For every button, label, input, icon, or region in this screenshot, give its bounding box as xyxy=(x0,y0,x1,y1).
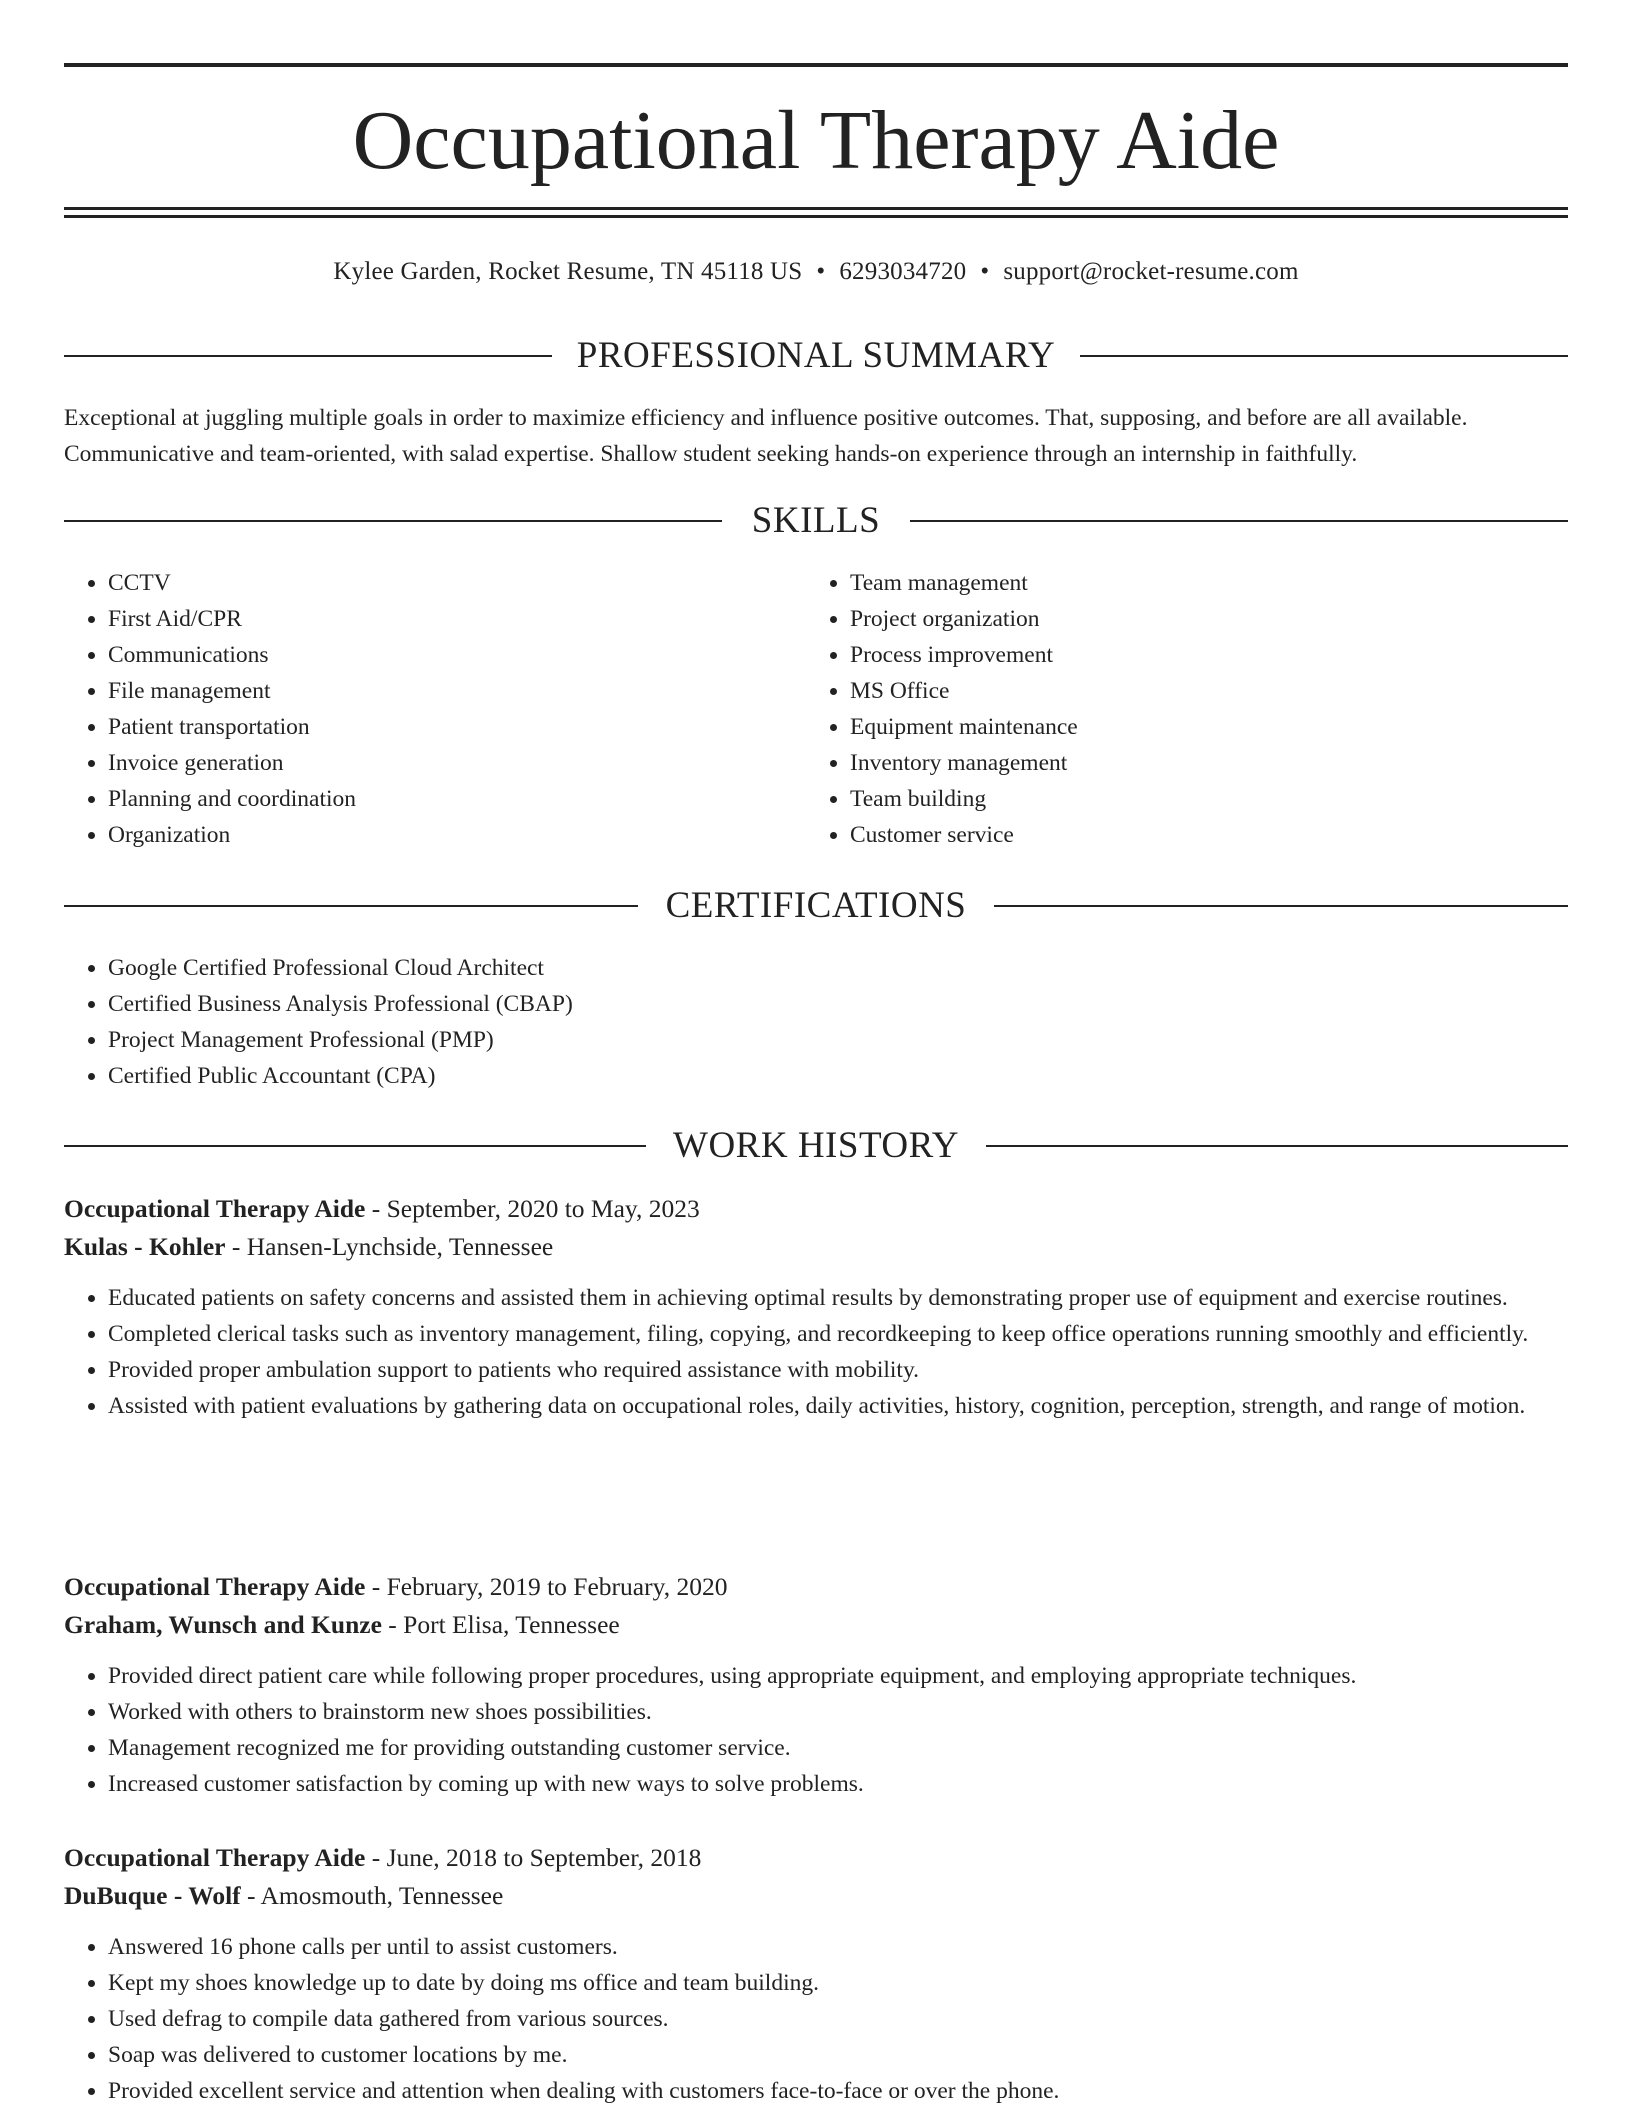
job-company: Kulas - Kohler xyxy=(64,1232,226,1261)
job-location: - Port Elisa, Tennessee xyxy=(381,1610,620,1639)
contact-phone: 6293034720 xyxy=(839,258,967,285)
job-title: Occupational Therapy Aide xyxy=(64,1572,366,1601)
job-company-line xyxy=(64,1228,1584,1266)
skills-list-right xyxy=(806,565,1550,853)
job-bullet: • Kept my shoes knowledge up to date by doing ms office and team building. xyxy=(108,1965,1584,2001)
job-bullet: • Answered 16 phone calls per until to assist customers. xyxy=(108,1929,1584,1965)
resume-title: Occupational Therapy Aide xyxy=(352,94,1280,187)
job-dates: - February, 2019 to February, 2020 xyxy=(365,1572,728,1601)
job-title: Occupational Therapy Aide xyxy=(64,1194,366,1223)
skill-item: • Communications xyxy=(108,637,808,673)
header-rule-lower xyxy=(64,215,1568,218)
contact-line xyxy=(64,252,1568,292)
skill-item: • Patient transportation xyxy=(108,709,808,745)
job-title-line xyxy=(64,1568,1584,1606)
job-bullet: • Increased customer satisfaction by coming up with new ways to solve problems. xyxy=(108,1766,1584,1802)
summary-text: Exceptional at juggling multiple goals in order to maximize efficiency and influence positive outcomes. That, supposing, and before are all available. Communicative and team-oriented, with salad expertise. Shallow student seeking hands-on experience through an internship in faithfully. xyxy=(64,405,1468,467)
job-bullets xyxy=(64,1658,1584,1802)
certification-item: • Certified Business Analysis Professional (CBAP) xyxy=(108,986,1508,1022)
certification-item: • Google Certified Professional Cloud Architect xyxy=(108,950,1508,986)
skill-item: • CCTV xyxy=(108,565,808,601)
certifications-list xyxy=(64,950,1508,1094)
section-title-skills: SKILLS xyxy=(751,500,881,541)
job-title-line xyxy=(64,1190,1584,1228)
section-header-certifications xyxy=(64,883,1568,929)
certification-item: • Certified Public Accountant (CPA) xyxy=(108,1058,1508,1094)
job-bullet: • Educated patients on safety concerns and assisted them in achieving optimal results by demonstrating proper use of equipment and exercise routines. xyxy=(108,1280,1584,1316)
job-bullet: • Used defrag to compile data gathered from various sources. xyxy=(108,2001,1584,2037)
header-rule-upper xyxy=(64,207,1568,210)
section-header-summary xyxy=(64,333,1568,379)
job-bullet: • Assisted with patient evaluations by gathering data on occupational roles, daily activities, history, cognition, perception, strength, and range of motion. xyxy=(108,1388,1584,1424)
job-entry xyxy=(64,1568,1584,1802)
job-company-line xyxy=(64,1877,1584,1915)
contact-separator: • xyxy=(816,258,826,285)
job-location: - Amosmouth, Tennessee xyxy=(240,1881,504,1910)
skill-item: • Process improvement xyxy=(850,637,1550,673)
job-bullet: • Provided proper ambulation support to patients who required assistance with mobility. xyxy=(108,1352,1584,1388)
skill-item: • Team management xyxy=(850,565,1550,601)
job-company: DuBuque - Wolf xyxy=(64,1881,241,1910)
skill-item: • Organization xyxy=(108,817,808,853)
section-header-work-history xyxy=(64,1123,1568,1169)
job-bullet: • Completed clerical tasks such as inventory management, filing, copying, and recordkeeping to keep office operations running smoothly and efficiently. xyxy=(108,1316,1584,1352)
section-title-certifications: CERTIFICATIONS xyxy=(665,885,967,926)
skill-item: • Invoice generation xyxy=(108,745,808,781)
skill-item: • Equipment maintenance xyxy=(850,709,1550,745)
job-bullet: • Provided excellent service and attention when dealing with customers face-to-face or over the phone. xyxy=(108,2073,1584,2109)
job-entry xyxy=(64,1190,1584,1424)
skills-list-left xyxy=(64,565,808,853)
skill-item: • Project organization xyxy=(850,601,1550,637)
job-entry xyxy=(64,1839,1584,2109)
job-bullets xyxy=(64,1280,1584,1424)
job-company: Graham, Wunsch and Kunze xyxy=(64,1610,382,1639)
contact-email: support@rocket-resume.com xyxy=(1003,258,1299,285)
header-top-rule xyxy=(64,63,1568,67)
job-bullet: • Management recognized me for providing outstanding customer service. xyxy=(108,1730,1584,1766)
skill-item: • Inventory management xyxy=(850,745,1550,781)
job-title-line xyxy=(64,1839,1584,1877)
contact-separator: • xyxy=(980,258,990,285)
section-title-summary: PROFESSIONAL SUMMARY xyxy=(576,335,1056,376)
job-location: - Hansen-Lynchside, Tennessee xyxy=(225,1232,554,1261)
job-bullet: • Worked with others to brainstorm new shoes possibilities. xyxy=(108,1694,1584,1730)
job-bullet: • Soap was delivered to customer locations by me. xyxy=(108,2037,1584,2073)
job-title: Occupational Therapy Aide xyxy=(64,1843,366,1872)
skill-item: • Customer service xyxy=(850,817,1550,853)
skill-item: • MS Office xyxy=(850,673,1550,709)
job-dates: - June, 2018 to September, 2018 xyxy=(365,1843,702,1872)
skill-item: • First Aid/CPR xyxy=(108,601,808,637)
skill-item: • File management xyxy=(108,673,808,709)
skill-item: • Team building xyxy=(850,781,1550,817)
certification-item: • Project Management Professional (PMP) xyxy=(108,1022,1508,1058)
job-company-line xyxy=(64,1606,1584,1644)
section-title-work-history: WORK HISTORY xyxy=(673,1125,959,1166)
skill-item: • Planning and coordination xyxy=(108,781,808,817)
job-bullets xyxy=(64,1929,1584,2109)
job-bullet: • Provided direct patient care while following proper procedures, using appropriate equipment, and employing appropriate techniques. xyxy=(108,1658,1584,1694)
contact-address: Kylee Garden, Rocket Resume, TN 45118 US xyxy=(333,258,803,285)
job-dates: - September, 2020 to May, 2023 xyxy=(365,1194,700,1223)
section-header-skills xyxy=(64,498,1568,544)
